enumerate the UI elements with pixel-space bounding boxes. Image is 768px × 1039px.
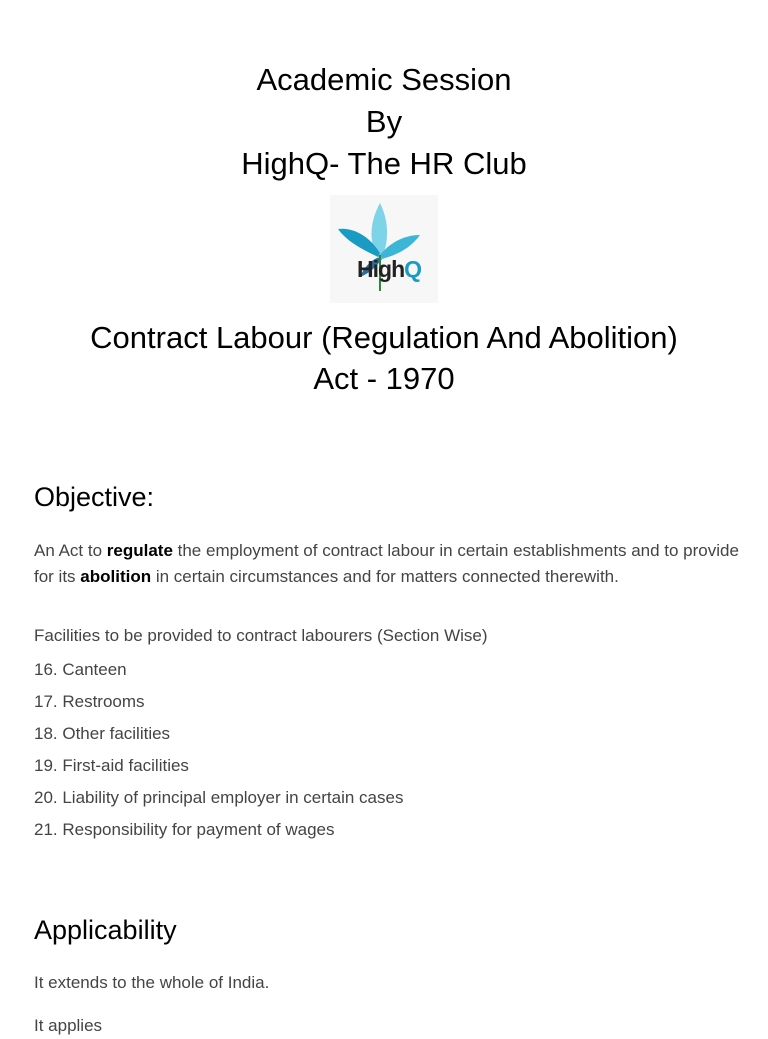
list-item: 17. Restrooms [34,692,145,711]
act-title-line1: Contract Labour (Regulation And Abolition) [90,320,678,355]
objective-heading: Objective: [34,482,155,512]
facilities-intro: Facilities to be provided to contract labourers (Section Wise) [34,626,488,645]
list-item: 18. Other facilities [34,724,171,743]
regulate-emphasis: regulate [106,541,173,560]
list-item: 21. Responsibility for payment of wages [34,820,335,839]
highq-logo [330,195,438,303]
facilities-list [34,654,403,846]
act-title-line2: Act - 1970 [313,361,455,396]
flower-logo-icon [330,195,438,303]
session-title: Academic Session [256,62,512,97]
objective-paragraph: An Act to regulate the employment of contract labour in certain establishments and to provide for its abolition in certain circumstances and for matters connected therewith. [34,541,739,586]
applicability-heading: Applicability [34,915,177,945]
list-item: 19. First-aid facilities [34,756,189,775]
club-name: HighQ- The HR Club [241,146,527,181]
applicability-applies: It applies [34,1016,103,1035]
abolition-emphasis: abolition [80,567,152,586]
session-by: By [365,104,403,139]
applicability-extent: It extends to the whole of India. [34,973,270,992]
list-item: 20. Liability of principal employer in certain cases [34,788,404,807]
logo-wordmark: HighQ [357,256,422,282]
list-item: 16. Canteen [34,660,127,679]
